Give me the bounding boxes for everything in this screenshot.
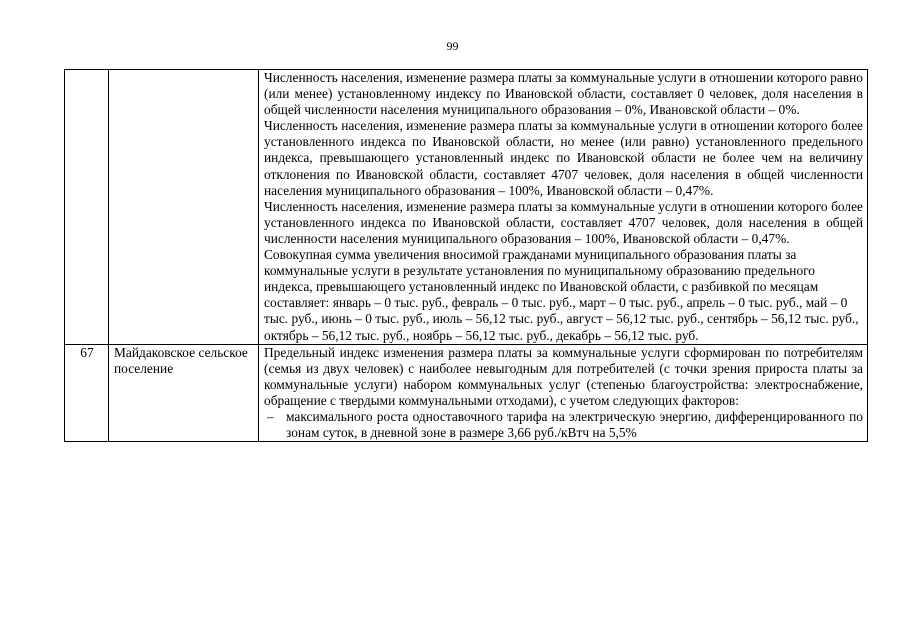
- table-row: [65, 70, 868, 345]
- paragraph-index-formation: Предельный индекс изменения размера платы за коммунальные услуги сформирован по потребителям (семья из двух человек) с наиболее невыгодным для потребителей (с точки зрения прироста платы за коммунальные услуги) набором коммунальных услуг (степенью благоустройства: электроснабжение, обращение с твердыми коммунальными отходами), с учетом следующих факторов:: [264, 344, 863, 408]
- factor-list-item: [264, 409, 863, 441]
- row-number-cell: [65, 70, 109, 345]
- table-row: [65, 344, 868, 441]
- municipality-name-cell: [109, 70, 259, 345]
- municipal-index-table: [64, 69, 868, 442]
- factor-text: максимального роста одноставочного тарифа на электрическую энергию, дифференцированного по зонам суток, в дневной зоне в размере 3,66 руб./кВтч на 5,5%: [286, 408, 863, 441]
- municipality-name-cell: Майдаковское сельское поселение: [109, 344, 259, 441]
- paragraph-population-above-index: Численность населения, изменение размера платы за коммунальные услуги в отношении которого более установленного индекса по Ивановской области, составляет 4707 человек, доля населения в общей численности населения муниципального образования – 100%, Ивановской области – 0,47%.: [264, 198, 863, 246]
- page-number: 99: [446, 39, 459, 53]
- list-dash-marker: –: [267, 408, 274, 424]
- paragraph-monthly-increase: Совокупная сумма увеличения вносимой гражданами муниципального образования платы за коммунальные услуги в результате установления по муниципальному образованию предельного индекса, превышающего установленный индекс по Ивановской области, с разбивкой по месяцам составляет: январь – 0 тыс. руб., февраль – 0 тыс. руб., март – 0 тыс. руб., апрель – 0 тыс. руб., май – 0 тыс. руб., июнь – 0 тыс. руб., июль – 56,12 тыс. руб., август – 56,12 тыс. руб., сентябрь – 56,12 тыс. руб., октябрь – 56,12 тыс. руб., ноябрь – 56,12 тыс. руб., декабрь – 56,12 тыс. руб.: [264, 247, 859, 343]
- description-cell: [259, 344, 868, 441]
- description-cell: [259, 70, 868, 345]
- paragraph-population-between-indexes: Численность населения, изменение размера платы за коммунальные услуги в отношении которого более установленного индекса по Ивановской области, но менее (или равно) установленного предельного индекса, превышающего установленный индекс по Ивановской области не более чем на величину отклонения по Ивановской области, составляет 4707 человек, доля населения в общей численности населения муниципального образования – 100%, Ивановской области – 0,47%.: [264, 118, 863, 198]
- row-number-cell: 67: [65, 344, 109, 441]
- paragraph-population-below-index: Численность населения, изменение размера платы за коммунальные услуги в отношении которого равно (или менее) установленному индексу по Ивановской области, составляет 0 человек, доля населения в общей численности населения муниципального образования – 0%, Ивановской области – 0%.: [264, 70, 863, 118]
